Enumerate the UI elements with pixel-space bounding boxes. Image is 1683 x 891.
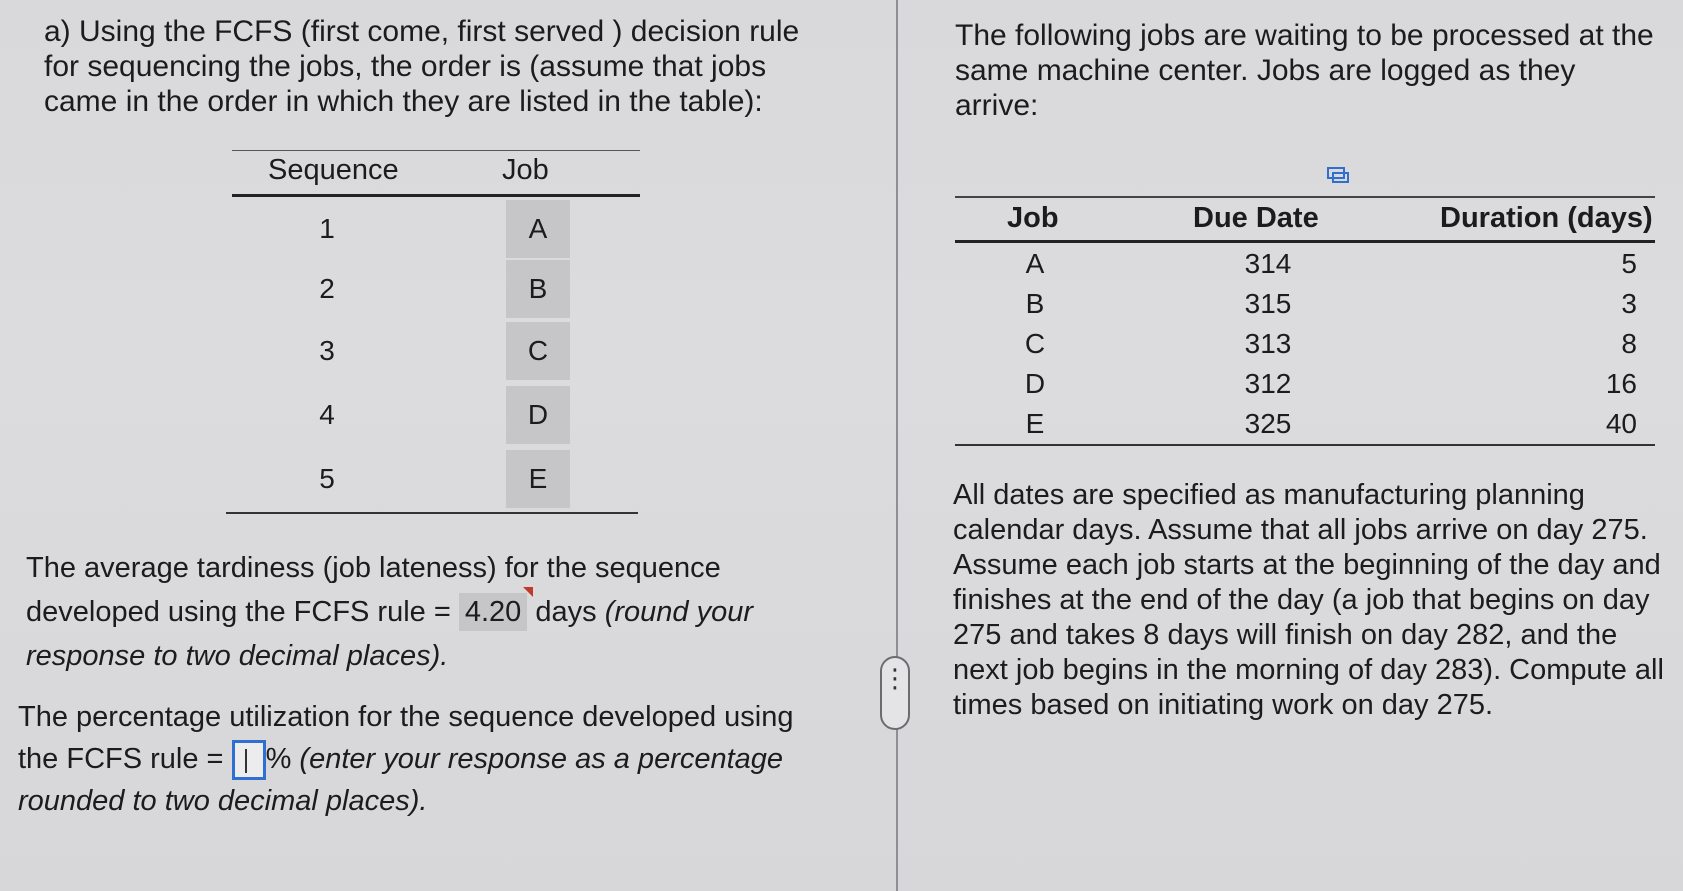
due-date-cell: 312 [1244,368,1292,399]
table-row [955,364,1655,404]
due-date-cell: 325 [1244,408,1292,439]
table-row [232,322,640,380]
table-header-rule [232,194,640,197]
job-cell: A [1025,248,1045,279]
more-dots-glyph: ⋮ [882,663,908,693]
due-date-cell: 314 [1244,248,1292,279]
table-bottom-rule [955,444,1655,446]
tardiness-units: days [535,596,597,628]
table-row [955,244,1655,284]
tardiness-answer-field[interactable] [459,593,527,631]
table-row [232,386,640,444]
text-caret [245,749,247,773]
duration-cell: 3 [1621,288,1637,319]
utilization-instruction: (enter your response as a percentage rounded to two decimal places). [18,743,784,818]
job-cell: C [1024,328,1046,359]
table-row [955,284,1655,324]
flag-icon [523,587,533,597]
sequence-header: Sequence [268,154,399,186]
table-row [955,324,1655,364]
table-row [232,260,640,318]
job-cell: B [1025,288,1045,319]
job-cell: E [1025,408,1045,439]
table-top-rule [232,150,640,151]
job-column-header: Job [1007,202,1059,234]
job-answer-cell[interactable]: D [506,386,570,444]
job-answer-cell[interactable]: B [506,260,570,318]
question-intro: a) Using the FCFS (first come, first served ) decision rule for sequencing the jobs, the order is (assume that jobs came in the order in which they are listed in the table): [44,15,800,118]
utilization-prefix: The percentage utilization for the sequence developed using the FCFS rule = [18,701,794,775]
percent-sign: % [265,743,292,775]
sequence-number: 1 [319,213,335,244]
sequence-number: 2 [319,273,335,304]
problem-intro: The following jobs are waiting to be processed at the same machine center. Jobs are logged as they arrive: [955,19,1654,122]
due-date-column-header: Due Date [1193,202,1319,234]
job-answer-cell[interactable]: C [506,322,570,380]
sequence-number: 4 [319,399,335,430]
duration-cell: 8 [1621,328,1637,359]
expand-handle-icon[interactable] [880,656,910,730]
duration-column-header: Duration (days) [1440,202,1653,234]
due-date-cell: 313 [1244,328,1292,359]
table-header-rule [955,240,1655,243]
duration-cell: 16 [1605,368,1637,399]
job-answer-cell[interactable]: A [506,200,570,258]
table-top-rule [955,196,1655,198]
job-answer-cell[interactable]: E [506,450,570,508]
table-row [232,200,640,258]
tardiness-value: 4.20 [464,596,522,628]
job-cell: D [1024,368,1046,399]
tardiness-prefix: The average tardiness (job lateness) for the sequence developed using the FCFS rule = [26,552,721,628]
due-date-cell: 315 [1244,288,1292,319]
assumptions-note: All dates are specified as manufacturing planning calendar days. Assume that all jobs arrive on day 275. Assume each job starts at the beginning of the day and finishes at the end of the day (a job that begins on day 275 and takes 8 days will finish on day 282, and the next job begins in the morning of day 283). Compute all times based on initiating work on day 275. [953,479,1664,721]
panel-divider [896,0,898,891]
sequence-number: 5 [319,463,335,494]
job-header: Job [502,154,549,186]
duration-cell: 40 [1605,408,1637,439]
sequence-number: 3 [319,335,335,366]
copy-table-icon[interactable] [1326,166,1350,184]
table-row [955,404,1655,444]
duration-cell: 5 [1621,248,1637,279]
tardiness-instruction: (round your response to two decimal places). [26,596,753,672]
utilization-input[interactable] [232,740,266,780]
tardiness-question [26,546,826,678]
table-row [232,450,640,508]
utilization-question [18,696,818,822]
table-bottom-rule [226,512,638,514]
